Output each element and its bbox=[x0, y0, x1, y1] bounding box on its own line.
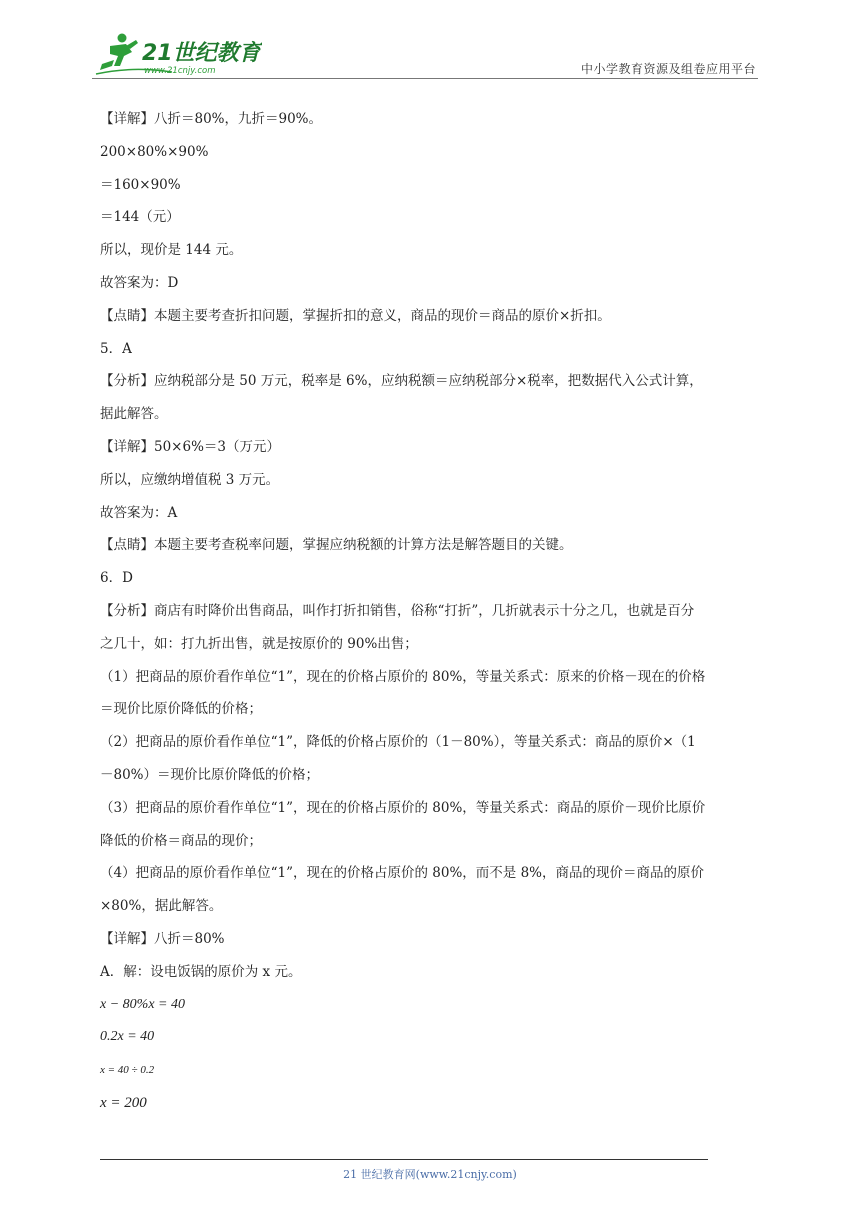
text-line: 【详解】八折＝80% bbox=[100, 930, 225, 947]
text-line: ＝160×90% bbox=[100, 176, 181, 193]
text-line: 之几十，如：打九折出售，就是按原价的 90%出售； bbox=[100, 635, 418, 652]
text-line: （1）把商品的原价看作单位“1”，现在的价格占原价的 80%，等量关系式：原来的价格－现在的价格 bbox=[100, 668, 706, 685]
text-line: （3）把商品的原价看作单位“1”，现在的价格占原价的 80%，等量关系式：商品的原价－现价比原价 bbox=[100, 799, 706, 816]
page-header bbox=[92, 30, 758, 78]
equation-line: x = 40 ÷ 0.2 bbox=[100, 1064, 155, 1077]
text-line: ＝144（元） bbox=[100, 209, 180, 226]
text-line: ×80%，据此解答。 bbox=[100, 898, 223, 915]
text-line: －80%）＝现价比原价降低的价格； bbox=[100, 766, 320, 783]
equation-line: x = 200 bbox=[100, 1094, 147, 1111]
text-line: （2）把商品的原价看作单位“1”，降低的价格占原价的（1－80%），等量关系式：商品的原价×（1 bbox=[100, 734, 696, 751]
text-line: 降低的价格＝商品的现价； bbox=[100, 832, 262, 849]
text-line: 【点睛】本题主要考查折扣问题，掌握折扣的意义，商品的现价＝商品的原价×折扣。 bbox=[100, 307, 611, 324]
question-number: 5．A bbox=[100, 340, 132, 357]
text-line: 故答案为：A bbox=[100, 504, 178, 521]
text-line: ＝现价比原价降低的价格； bbox=[100, 701, 262, 718]
text-line: 故答案为：D bbox=[100, 274, 179, 291]
text-line: （4）把商品的原价看作单位“1”，现在的价格占原价的 80%，而不是 8%，商品的现价＝商品的原价 bbox=[100, 865, 704, 882]
site-logo bbox=[92, 30, 262, 78]
equation-line: 0.2x = 40 bbox=[100, 1029, 155, 1045]
text-line: 【详解】八折＝80%，九折＝90%。 bbox=[100, 111, 323, 127]
logo-text: 21世纪教育 bbox=[142, 41, 261, 66]
question-number: 6．D bbox=[100, 570, 133, 587]
equation-line: x − 80%x = 40 bbox=[100, 996, 185, 1012]
text-line: 【详解】50×6%＝3（万元） bbox=[100, 438, 280, 455]
text-line: 据此解答。 bbox=[100, 406, 168, 423]
page-footer: 21 世纪教育网(www.21cnjy.com) bbox=[343, 1168, 517, 1181]
text-line: 所以，应缴纳增值税 3 万元。 bbox=[100, 471, 280, 488]
text-line: 【分析】商店有时降价出售商品，叫作打折扣销售，俗称“打折”，几折就表示十分之几，也就是百分 bbox=[100, 602, 695, 619]
header-tagline: 中小学教育资源及组卷应用平台 bbox=[580, 62, 756, 76]
text-line: 【分析】应纳税部分是 50 万元，税率是 6%，应纳税额＝应纳税部分×税率，把数据代入公式计算， bbox=[100, 373, 703, 390]
text-line: 所以，现价是 144 元。 bbox=[100, 242, 243, 259]
header-divider bbox=[92, 78, 758, 79]
logo-url: www.21cnjy.com bbox=[144, 66, 216, 76]
footer-divider bbox=[100, 1159, 708, 1160]
text-line: 【点睛】本题主要考查税率问题，掌握应纳税额的计算方法是解答题目的关键。 bbox=[100, 537, 573, 554]
text-line: A．解：设电饭锅的原价为 x 元。 bbox=[100, 963, 302, 980]
document-body bbox=[100, 103, 760, 1120]
text-line: 200×80%×90% bbox=[100, 143, 209, 160]
